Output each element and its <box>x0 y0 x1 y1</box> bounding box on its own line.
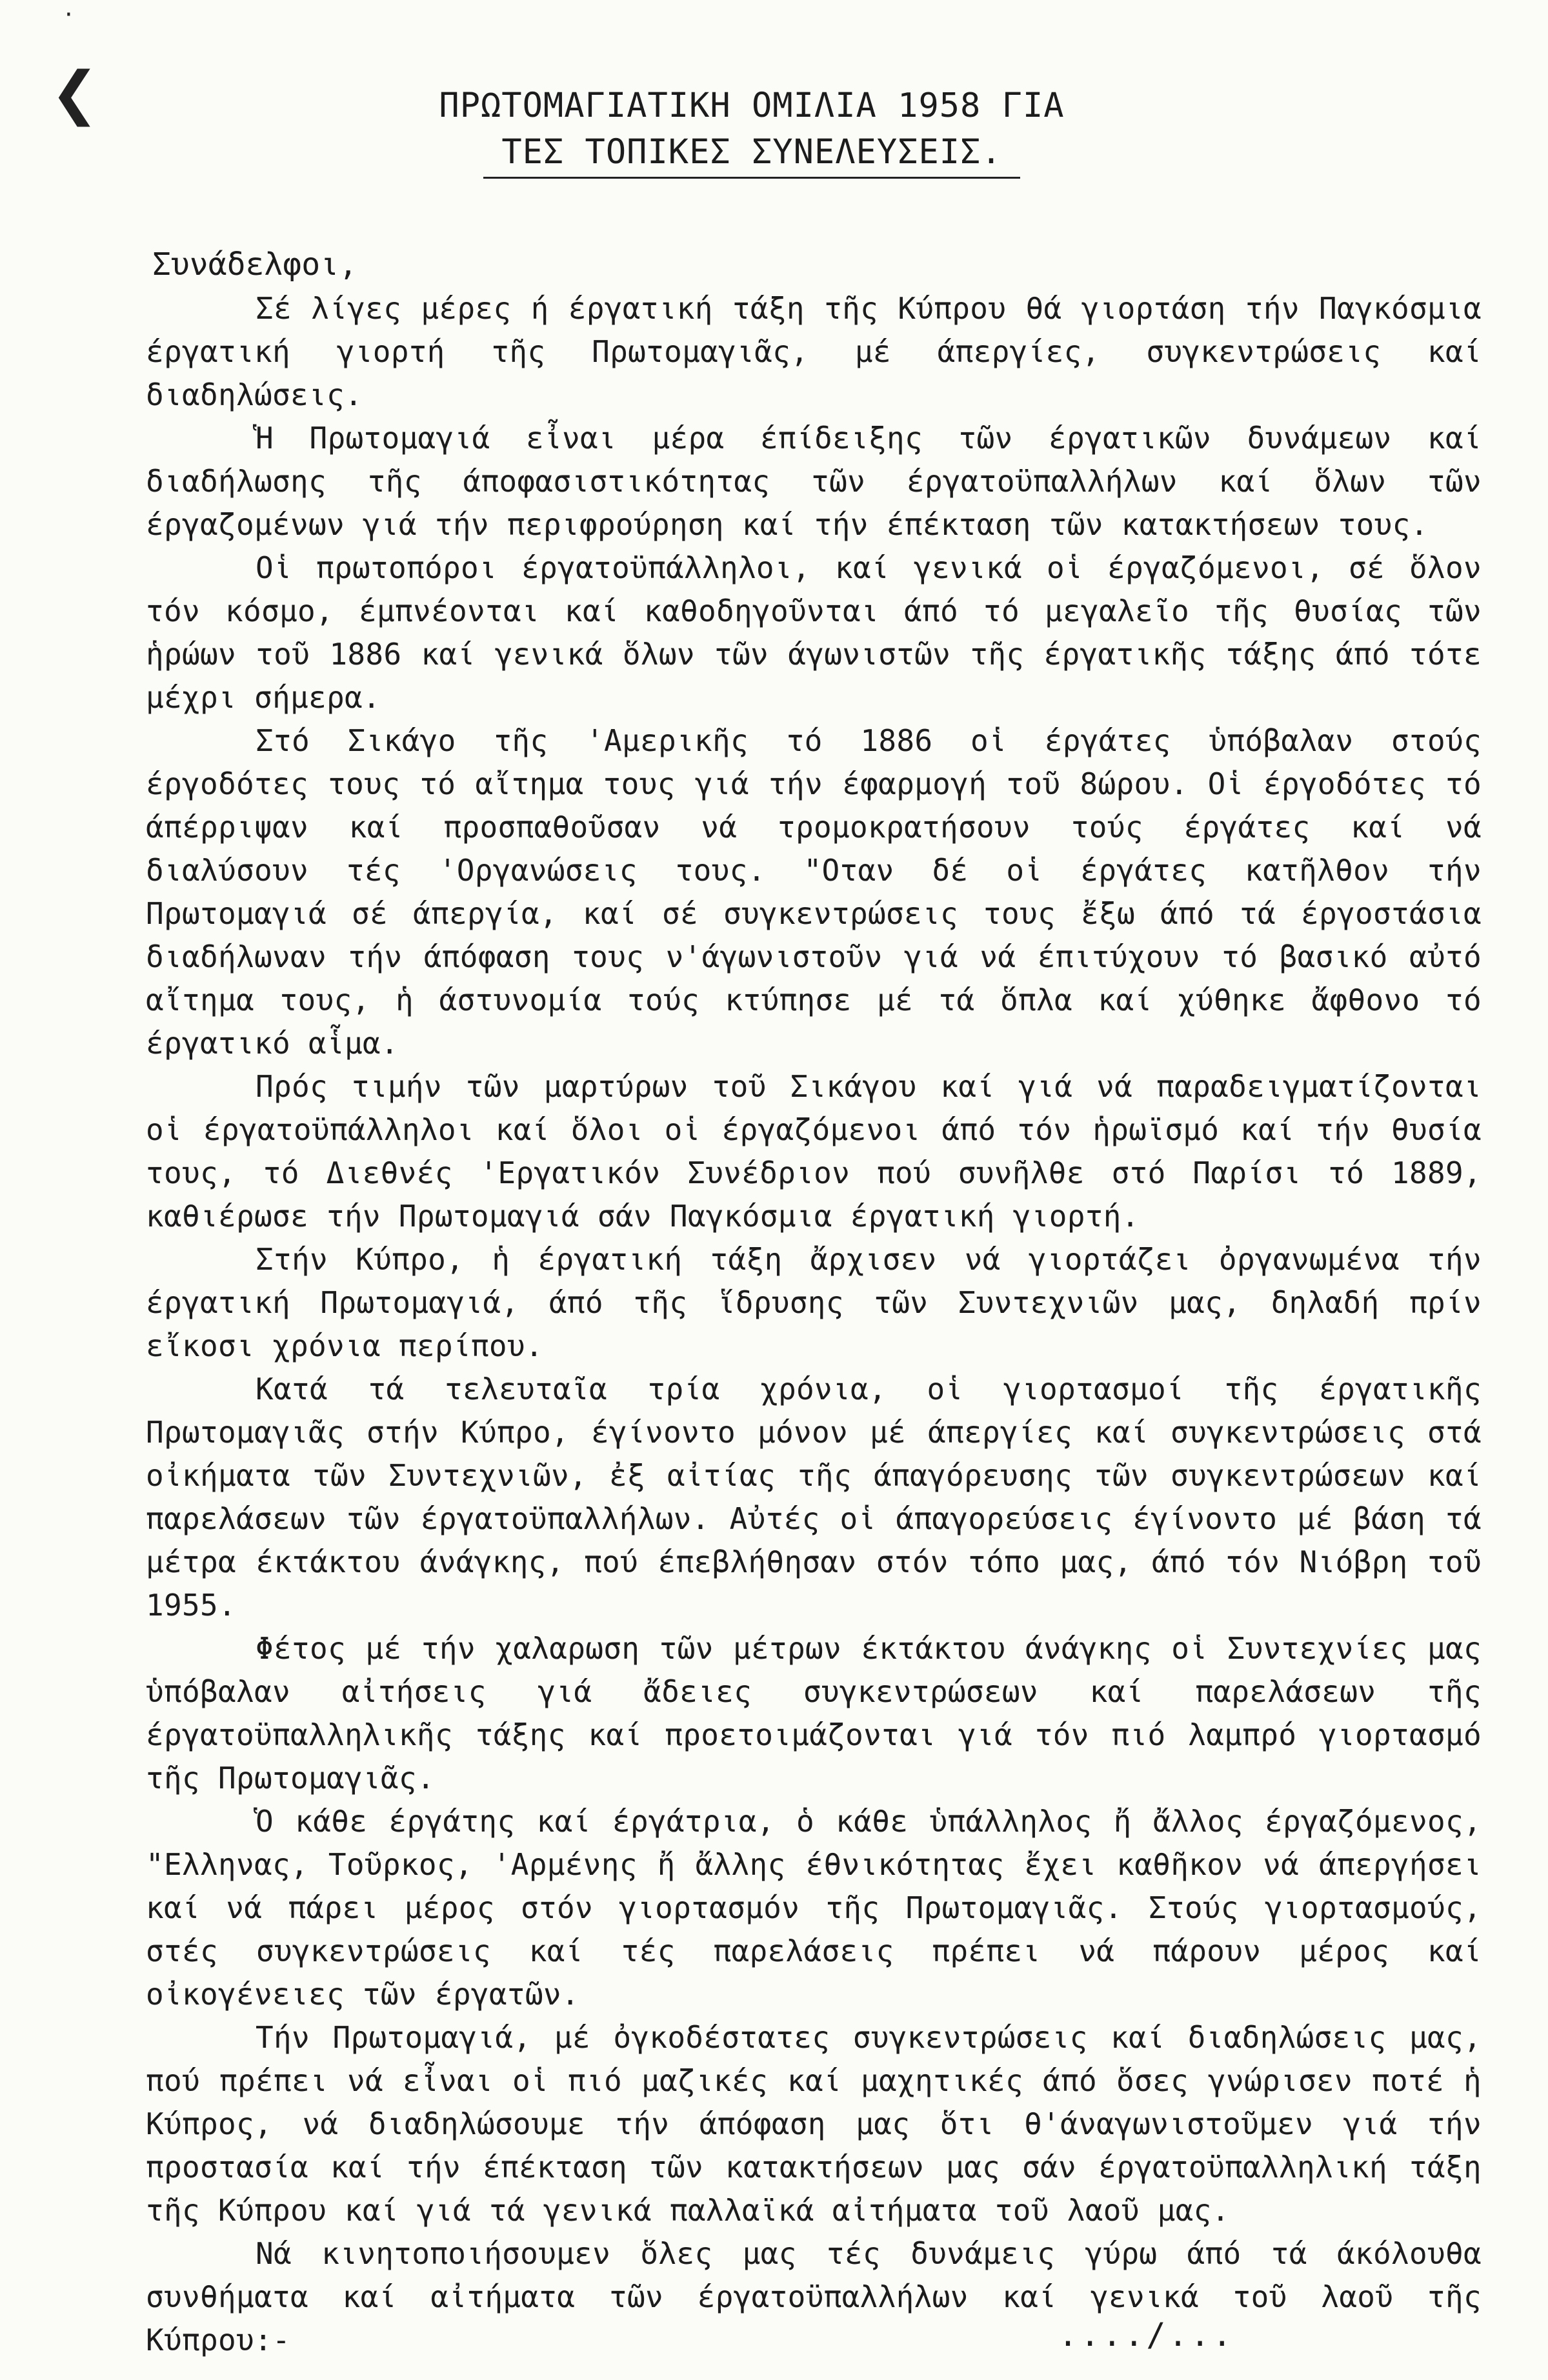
paragraph: Οἱ πρωτοπόροι έργατοϋπάλληλοι, καί γενικά οἱ έργαζόμενοι, σέ ὅλον τόν κόσμο, έμπνέονται καί καθοδηγοῦνται άπό τό μεγαλεῖο τῆς θυσίας τῶν ἡρώων τοῦ 1886 καί γενικά ὅλων τῶν άγωνιστῶν τῆς έργατικῆς τάξης άπό τότε μέχρι σήμερα. <box>146 550 1482 715</box>
title-line-2: ΤΕΣ ΤΟΠΙΚΕΣ ΣΥΝΕΛΕΥΣΕΙΣ. <box>483 129 1020 179</box>
paragraph: Σέ λίγες μέρες ή έργατική τάξη τῆς Κύπρου θά γιορτάση τήν Παγκόσμια έργατική γιορτή τῆς Πρωτομαγιᾶς, μέ άπεργίες, συγκεντρώσεις καί διαδηλώσεις. <box>146 291 1482 412</box>
paragraph: Πρός τιμήν τῶν μαρτύρων τοῦ Σικάγου καί γιά νά παραδειγματίζονται οἱ έργατοϋπάλληλοι καί ὅλοι οἱ έργαζόμενοι άπό τόν ἡρωϊσμό καί τήν θυσία τους, τό Διεθνές 'Εργατικόν Συνέδριον πού συνῆλθε στό Παρίσι τό 1889, καθιέρωσε τήν Πρωτομαγιά σάν Παγκόσμια έργατική γιορτή. <box>146 1069 1482 1234</box>
paragraph: Νά κινητοποιήσουμεν ὅλες μας τές δυνάμεις γύρω άπό τά άκόλουθα συνθήματα καί αἰτήματα τῶν έργατοϋπαλλήλων καί γενικά τοῦ λαοῦ τῆς Κύπρου:- <box>146 2236 1482 2357</box>
paragraph: Τήν Πρωτομαγιά, μέ ὀγκοδέστατες συγκεντρώσεις καί διαδηλώσεις μας, πού πρέπει νά εἶναι οἱ πιό μαζικές καί μαχητικές άπό ὅσες γνώρισεν ποτέ ἡ Κύπρος, νά διαδηλώσουμε τήν άπόφαση μας ὅτι θ'άναγωνιστοῦμεν γιά τήν προστασία καί τήν έπέκταση τῶν κατακτήσεων μας σάν έργατοϋπαλληλική τάξη τῆς Κύπρου καί γιά τά γενικά παλλαϊκά αἰτήματα τοῦ λαοῦ μας. <box>146 2020 1482 2228</box>
paragraph: Στήν Κύπρο, ἡ έργατική τάξη ἄρχισεν νά γιορτάζει ὀργανωμένα τήν έργατική Πρωτομαγιά, άπό τῆς ἵδρυσης τῶν Συντεχνιῶν μας, δηλαδή πρίν εἴκοσι χρόνια περίπου. <box>146 1242 1482 1363</box>
paragraph: Κατά τά τελευταῖα τρία χρόνια, οἱ γιορτασμοί τῆς έργατικῆς Πρωτομαγιᾶς στήν Κύπρο, έγίνοντο μόνον μέ άπεργίες καί συγκεντρώσεις στά οἰκήματα τῶν Συντεχνιῶν, ἐξ αἰτίας τῆς άπαγόρευσης τῶν συγκεντρώσεων καί παρελάσεων τῶν έργατοϋπαλλήλων. Αὐτές οἱ άπαγορεύσεις έγίνοντο μέ βάση τά μέτρα έκτάκτου άνάγκης, πού έπεβλήθησαν στόν τόπο μας, άπό τόν Νιόβρη τοῦ 1955. <box>146 1372 1482 1623</box>
margin-arrow-mark: ❮ <box>50 59 99 127</box>
document-title <box>413 83 1091 179</box>
paragraph: Ἡ Πρωτομαγιά εἶναι μέρα έπίδειξης τῶν έργατικῶν δυνάμεων καί διαδήλωσης τῆς άποφασιστικότητας τῶν έργατοϋπαλλήλων καί ὅλων τῶν έργαζομένων γιά τήν περιφρούρηση καί τήν έπέκταση τῶν κατακτήσεων τους. <box>146 421 1482 542</box>
paragraph: Φέτος μέ τήν χαλαρωση τῶν μέτρων έκτάκτου άνάγκης οἱ Συντεχνίες μας ὑπόβαλαν αἰτήσεις γιά ἄδειες συγκεντρώσεων καί παρελάσεων τῆς έργατοϋπαλληλικῆς τάξης καί προετοιμάζονται γιά τόν πιό λαμπρό γιορτασμό τῆς Πρωτομαγιᾶς. <box>146 1631 1482 1795</box>
speech-body <box>146 287 1482 2362</box>
continuation-mark: ..../... <box>1058 2316 1234 2354</box>
paragraph: Στό Σικάγο τῆς 'Αμερικῆς τό 1886 οἱ έργάτες ὑπόβαλαν στούς έργοδότες τους τό αἴτημα τους γιά τήν έφαρμογή τοῦ 8ώρου. Οἱ έργοδότες τό άπέρριψαν καί προσπαθοῦσαν νά τρομοκρατήσουν τούς έργάτες καί νά διαλύσουν τές 'Οργανώσεις τους. "Οταν δέ οἱ έργάτες κατῆλθον τήν Πρωτομαγιά σέ άπεργία, καί σέ συγκεντρώσεις τους ἔξω άπό τά έργοστάσια διαδήλωναν τήν άπόφαση τους ν'άγωνιστοῦν γιά νά έπιτύχουν τό βασικό αὐτό αἴτημα τους, ἡ άστυνομία τούς κτύπησε μέ τά ὅπλα καί χύθηκε ἄφθονο τό έργατικό αἷμα. <box>146 723 1482 1061</box>
salutation: Συνάδελφοι, <box>152 246 357 283</box>
paragraph: Ὁ κάθε έργάτης καί έργάτρια, ὁ κάθε ὑπάλληλος ἤ ἄλλος έργαζόμενος, "Ελληνας, Τοῦρκος, 'Αρμένης ἤ ἄλλης έθνικότητας ἔχει καθῆκον νά άπεργήσει καί νά πάρει μέρος στόν γιορτασμόν τῆς Πρωτομαγιᾶς. Στούς γιορτασμούς, στές συγκεντρώσεις καί τές παρελάσεις πρέπει νά πάρουν μέρος καί οἰκογένειες τῶν έργατῶν. <box>146 1804 1482 2012</box>
title-line-1: ΠΡΩΤΟΜΑΓΙΑΤΙΚΗ ΟΜΙΛΙΑ 1958 ΓΙΑ <box>439 86 1065 125</box>
ink-speck: · <box>65 0 73 30</box>
